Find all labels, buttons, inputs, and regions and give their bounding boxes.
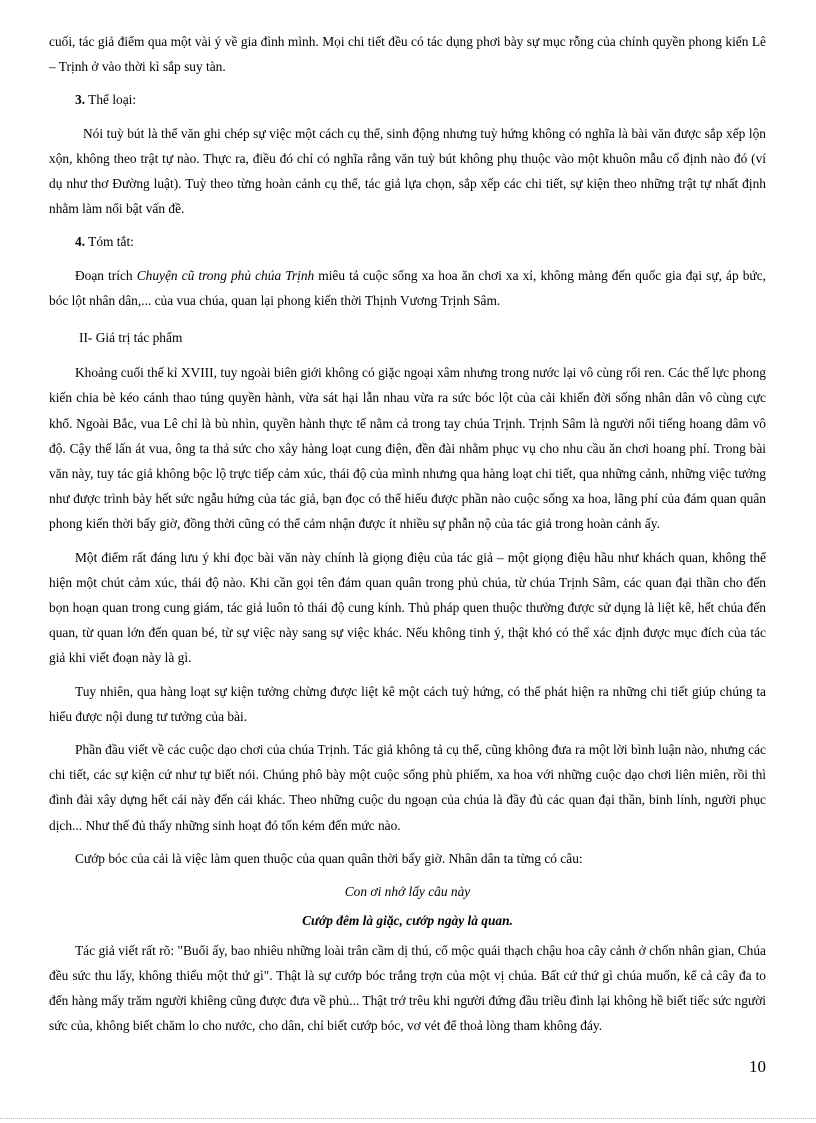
- paragraph-however: Tuy nhiên, qua hàng loạt sự kiện tưởng chừng được liệt kê một cách tuỳ hứng, có thể phát hiện ra những chi tiết giúp chúng ta hiểu được nội dung tư tưởng của bài.: [49, 683, 766, 724]
- document-body: [49, 29, 766, 1046]
- paragraph-outings: Phần đầu viết về các cuộc dạo chơi của chúa Trịnh. Tác giả không tả cụ thể, cũng không đưa ra một lời bình luận nào, nhưng các chi tiết, các sự kiện cứ như tự biết nói. Chúng phô bày một cuộc sống phù phiếm, xa hoa với những cuộc dạo chơi liên miên, rồi thì đình đài xây dựng hết cái này đến cái khác. Theo những cuộc du ngoạn của chúa là đầy đủ các quan đại thần, binh lính, người phục dịch... Như thế đủ thấy những sinh hoạt đó tốn kém đến mức nào.: [49, 742, 766, 833]
- heading-text: Tóm tắt:: [85, 234, 134, 250]
- footer-divider: [0, 1118, 816, 1119]
- paragraph-tone: Một điểm rất đáng lưu ý khi đọc bài văn này chính là giọng điệu của tác giả – một giọng điệu hầu như khách quan, không thể hiện một chút cảm xúc, thái độ nào. Khi cần gọi tên đám quan quân trong phủ chúa, từ chúa Trịnh Sâm, các quan đại thần cho đến bọn hoạn quan trong cung giám, tác giả luôn tỏ thái độ cung kính. Thủ pháp quen thuộc thường được sử dụng là liệt kê, hết chúa đến quan, từ quan lớn đến quan bé, từ sự việc này sang sự việc khác. Nếu không tinh ý, thật khó có thể xác định được mục đích của tác giả khi viết đoạn này là gì.: [49, 549, 766, 666]
- section-heading-value: II- Giá trị tác phẩm: [79, 330, 183, 346]
- summary-lead: Đoạn trích: [75, 267, 137, 283]
- paragraph-continuation: cuối, tác giả điểm qua một vài ý về gia đình mình. Mọi chi tiết đều có tác dụng phơi bày sự mục rỗng của chính quyền phong kiến Lê – Trịnh ở vào thời kì sắp suy tàn.: [49, 34, 766, 75]
- paragraph-summary: [49, 263, 766, 313]
- page-number: 10: [749, 1057, 766, 1076]
- summary-rest: miêu tả cuộc sống xa hoa ăn chơi xa xỉ, không màng đến quốc gia đại sự, áp bức, bóc lột nhân dân,... của vua chúa, quan lại phong kiến thời Thịnh Vương Trịnh Sâm.: [49, 267, 766, 308]
- paragraph-plunder: Cướp bóc của cải là việc làm quen thuộc của quan quân thời bấy giờ. Nhân dân ta từng có câu:: [75, 850, 583, 866]
- work-title: Chuyện cũ trong phủ chúa Trịnh: [136, 267, 315, 283]
- paragraph-context: Khoảng cuối thế kỉ XVIII, tuy ngoài biên giới không có giặc ngoại xâm nhưng trong nước lại vô cùng rối ren. Các thế lực phong kiến chia bè kéo cánh thao túng quyền hành, vừa sát hại lẫn nhau vừa ra sức bóc lột của cải khiến đời sống nhân dân vô cùng cực khổ. Ngoài Bắc, vua Lê chỉ là bù nhìn, quyền hành thực tế nằm cả trong tay chúa Trịnh. Trịnh Sâm là người nổi tiếng hoang dâm vô độ. Cậy thế lấn át vua, ông ta thả sức cho xây hàng loạt cung điện, đền đài nhằm phục vụ cho nhu cầu ăn chơi hoang phí. Trong bài văn này, tuy tác giả không bộc lộ trực tiếp cảm xúc, thái độ của mình nhưng qua hàng loạt chi tiết, qua những cảnh, những việc tưởng như được trình bày hết sức ngẫu hứng của tác giả, bạn đọc có thể hiểu được phần nào cuộc sống xa hoa, lãng phí của đám quan quân phong kiến thời bấy giờ, đồng thời cũng có thể cảm nhận được ít nhiều sự phẫn nộ của tác giả trong hoàn cảnh ấy.: [49, 365, 766, 532]
- heading-number: 4.: [75, 234, 86, 250]
- heading-summary: [49, 229, 766, 254]
- heading-text: Thể loại:: [85, 92, 137, 108]
- heading-genre: [49, 87, 766, 112]
- verse-line-2: Cướp đêm là giặc, cướp ngày là quan.: [302, 913, 513, 929]
- heading-number: 3.: [75, 92, 86, 108]
- paragraph-genre: Nói tuỳ bút là thể văn ghi chép sự việc một cách cụ thể, sinh động nhưng tuỳ hứng không có nghĩa là bài văn được sắp xếp lộn xộn, không theo trật tự nào. Thực ra, điều đó chỉ có nghĩa rằng văn tuỳ bút không phụ thuộc vào một khuôn mẫu cố định nào đó (ví dụ như thơ Đường luật). Tuỳ theo từng hoàn cảnh cụ thể, tác giả lựa chọn, sắp xếp các chi tiết, sự kiện theo những trật tự nhất định nhằm làm nổi bật vấn đề.: [49, 125, 766, 217]
- verse-line-1: Con ơi nhớ lấy câu này: [344, 884, 471, 900]
- paragraph-quote: Tác giả viết rất rõ: "Buổi ấy, bao nhiêu những loài trân cầm dị thú, cổ mộc quái thạch chậu hoa cây cảnh ở chốn nhân gian, Chúa đều sức thu lấy, không thiếu một thứ gì". Thật là sự cướp bóc trắng trợn của một vị chúa. Bất cứ thứ gì chúa muốn, kể cả cây đa to đến hàng mấy trăm người khiêng cũng được đưa về phủ... Thật trớ trêu khi người đứng đầu triều đình lại không hề biết tiếc sức người sức của, không biết chăm lo cho nước, cho dân, chỉ biết cướp bóc, vơ vét để thoả lòng tham không đáy.: [49, 942, 766, 1034]
